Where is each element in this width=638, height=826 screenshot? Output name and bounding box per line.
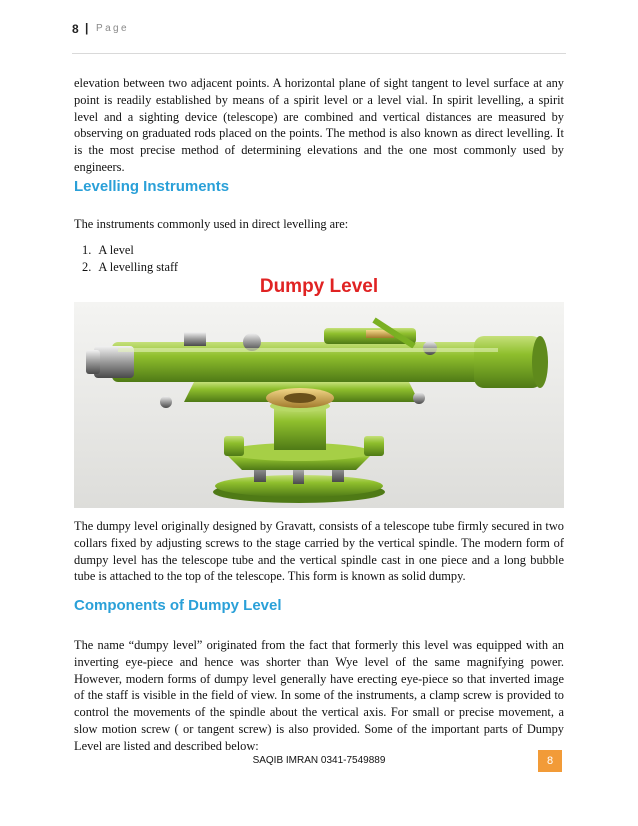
page-footer	[74, 750, 564, 772]
components-description-paragraph: The name “dumpy level” originated from the fact that formerly this level was equipped with an inverting eye-piece and hence was shorter than Wye level of the same magnifying power. However, modern forms of dumpy level generally have erecting eye-piece so that inverted image of the staff is visible in the field of view. In some of the instruments, a clamp screw is provided to control the movements of the spindle about the vertical axis. For small or precise movement, a slow motion screw ( or tangent screw) is also provided. Some of the important parts of Dumpy Level are listed and described below:	[74, 638, 564, 753]
header-separator: |	[85, 21, 89, 35]
list-item-number: 1.	[82, 243, 92, 257]
figure-title: Dumpy Level	[259, 276, 379, 297]
header-page-label: Page	[96, 23, 129, 34]
list-item	[82, 259, 178, 276]
instruments-list	[82, 242, 178, 276]
footer-page-number: 8	[538, 750, 562, 772]
page-header	[72, 20, 566, 54]
intro-paragraph: elevation between two adjacent points. A horizontal plane of sight tangent to level surface at any point is readily established by means of a spirit level or a level vial. In spirit levelling, a spirit level and a sighting device (telescope) are combined and vertical distances are measured by observing on graduated rods placed on the points. The method is also known as direct levelling. It is the most precise method of determining elevations and the one most commonly used by engineers.	[74, 76, 564, 174]
header-page-number: 8	[72, 22, 79, 36]
heading-levelling-instruments: Levelling Instruments	[74, 178, 230, 195]
list-item	[82, 242, 178, 259]
instruments-lead-paragraph: The instruments commonly used in direct levelling are:	[74, 217, 349, 231]
list-item-text: A level	[98, 243, 134, 257]
list-item-text: A levelling staff	[98, 259, 179, 274]
list-item-number: 2.	[82, 259, 92, 274]
dumpy-description-paragraph: The dumpy level originally designed by Gravatt, consists of a telescope tube firmly secured in two collars fixed by adjusting screws to the stage carried by the vertical spindle. The modern form of dumpy level has the telescope tube and the vertical spindle cast in one piece and a long bubble tube is attached to the top of the telescope. This form is known as solid dumpy.	[74, 519, 564, 584]
heading-components: Components of Dumpy Level	[74, 597, 282, 614]
footer-credit: SAQIB IMRAN 0341-7549889	[252, 755, 386, 766]
dumpy-level-photo	[74, 302, 564, 508]
